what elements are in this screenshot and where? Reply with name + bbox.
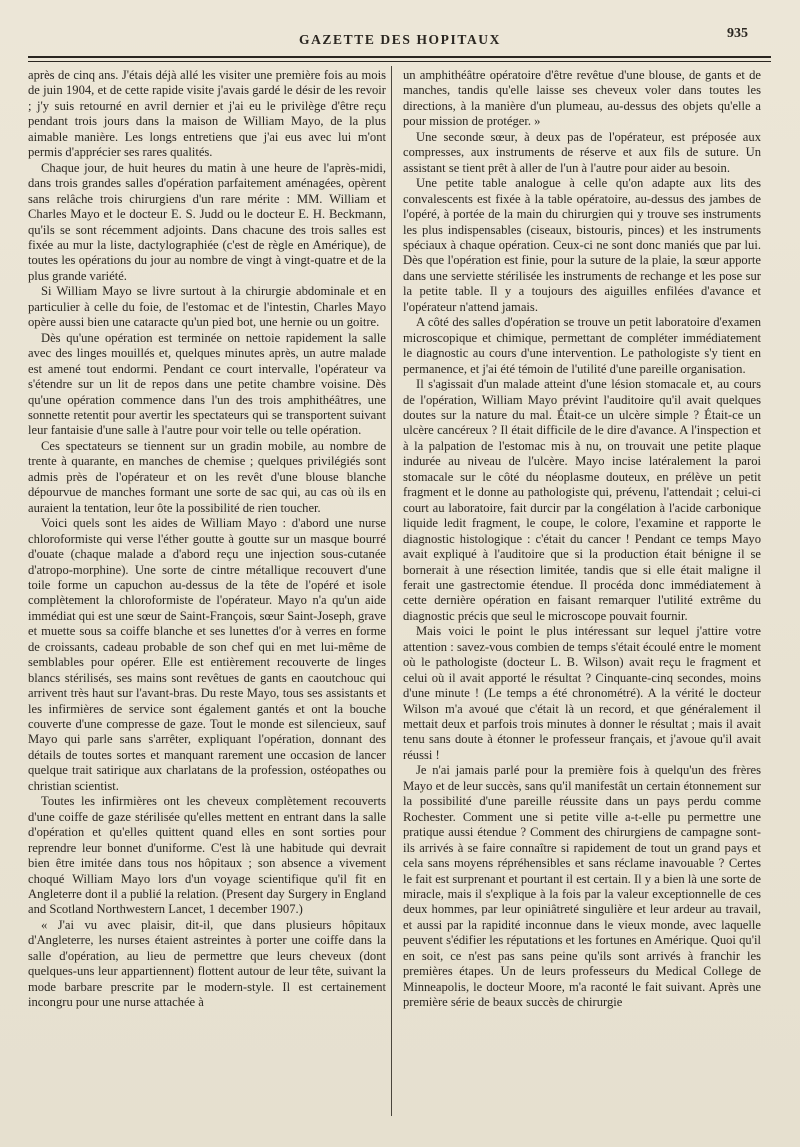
paragraph: Il s'agissait d'un malade atteint d'une lésion stomacale et, au cours de l'opération, William Mayo prévint l'auditoire qu'il avait quelques doutes sur la nature du mal. Était-ce un ulcère simple ? Était-ce un ulcère cancéreux ? Il était difficile de le dire d'avance. A l'inspection et à la palpation de l'estomac mis à nu, on trouvait une petite plaque indurée au niveau de l'ulcère. Mayo incise latéralement la paroi stomacale sur le côté du néoplasme douteux, en prélève un petit fragment et le donne au pathologiste qui, prévenu, l'attendait ; celui-ci court au laboratoire, fait durcir par la congélation à l'acide carbonique liquide ledit fragment, le coupe, le colore, l'examine et rapporte le diagnostic histologique : c'était du cancer ! Pendant ce temps Mayo avait expliqué à l'auditoire que si la production était bénigne il se bornerait à une résection limitée, tandis que si elle était maligne il ferait une gastrectomie étendue. Il procéda donc immédiatement à cette dernière opération en faisant remarquer l'utilité extrême du diagnostic précis que seul le microscope pouvait fournir. [403, 377, 761, 623]
page-number: 935 [727, 26, 748, 41]
paragraph: Si William Mayo se livre surtout à la chirurgie abdominale et en particulier à celle du foie, de l'estomac et de l'intestin, Charles Mayo opère aussi bien une cataracte qu'un pied bot, une hernie ou un goitre. [28, 284, 386, 330]
header-rule-thick [28, 56, 771, 58]
paragraph: A côté des salles d'opération se trouve un petit laboratoire d'examen microscopique et chimique, permettant de compléter immédiatement le diagnostic au cours d'une intervention. Le pathologiste s'y tient en permanence, et j'ai été témoin de l'utilité d'une pareille organisation. [403, 315, 761, 376]
paragraph: Je n'ai jamais parlé pour la première fois à quelqu'un des frères Mayo et de leur succès, sans qu'il manifestât un certain étonnement sur la possibilité d'une pareille réussite dans un pays perdu comme Rochester. Comment une si petite ville a-t-elle pu permettre une pratique aussi étendue ? Comment des chirurgiens de campagne sont-ils arrivés à se faire connaître si rapidement de tout un grand pays et cela sans moyens répréhensibles et sans réclame inavouable ? Certes le fait est surprenant et pourtant il est certain. Il y a bien là une sorte de miracle, mais il s'explique à la fois par la valeur exceptionnelle de ces deux hommes, par leur opiniâtreté singulière et leur ardeur au travail, et aussi par la rapidité inconnue dans le vieux monde, avec laquelle peuvent s'édifier les réputations et les fortunes en Amérique. Quoi qu'il en soit, ce n'est pas sans peine qu'ils sont arrivés à franchir les premières étapes. Un de leurs professeurs du Medical College de Minneapolis, le docteur Moore, m'a raconté le fait suivant. Après une première série de beaux succès de chirurgie [403, 763, 761, 1010]
paragraph: Mais voici le point le plus intéressant sur lequel j'attire votre attention : savez-vous combien de temps s'était écoulé entre le moment où le pathologiste (docteur L. B. Wilson) avait reçu le fragment et celui où il avait apporté le résultat ? Cinquante-cinq secondes, moins d'une minute ! (Le temps a été chronométré). A la vérité le docteur Wilson m'a avoué que c'était là un record, et que généralement il mettait deux et parfois trois minutes à donner le résultat ; mais il avait tenu sans doute à étonner le professeur français, et j'avoue qu'il avait réussi ! [403, 624, 761, 762]
running-head [0, 26, 800, 50]
paragraph: « J'ai vu avec plaisir, dit-il, que dans plusieurs hôpitaux d'Angleterre, les nurses étaient astreintes à porter une coiffe dans la salle d'opération, au lieu de permettre que leurs cheveux (dont quelques-uns leur appartiennent) flottent autour de leur tête, suivant la mode barbare prescrite par le modern-style. Il est certainement incongru pour une nurse attachée à [28, 917, 386, 1010]
paragraph: Chaque jour, de huit heures du matin à une heure de l'après-midi, dans trois grandes salles d'opération parfaitement aménagées, opèrent sans relâche trois chirurgiens d'un rare mérite : MM. William et Charles Mayo et le docteur E. S. Judd ou le docteur E. H. Beckmann, qu'ils se sont récemment adjoints. Dans chacune des trois salles est fixée au mur la liste, dactylographiée (c'est de règle en Amérique), de toutes les opérations du jour au nombre de vingt à vingt-quatre et de la plus grande variété. [28, 160, 386, 283]
left-column [28, 68, 386, 1011]
paragraph: Une seconde sœur, à deux pas de l'opérateur, est préposée aux compresses, aux instruments de réserve et aux fils de suture. Un assistant se tient prêt à aller de l'un à l'autre pour aider au besoin. [403, 129, 761, 175]
right-column [403, 68, 761, 1011]
paragraph: Voici quels sont les aides de William Mayo : d'abord une nurse chloroformiste qui verse l'éther goutte à goutte sur un masque bourré d'ouate (chaque malade a d'abord reçu une injection sous-cutanée d'atropo-morphine). Une sorte de cintre métallique recouvert d'une toile forme un capuchon au-dessus de la tête de l'opéré et isole complètement la chloroformiste de l'opérateur. Mayo n'a qu'un aide immédiat qui est une sœur de Saint-François, sœur Saint-Joseph, grave et muette sous sa coiffe blanche et ses lunettes d'or à verres en forme de croissants, cadeau probable de son chef qui en met lui-même de semblables pour opérer. Elle est entièrement recouverte de linges blancs stérilisés, ses mains sont revêtues de gants en caoutchouc qui arrivent très haut sur l'avant-bras. Du reste Mayo, tous ses assistants et les infirmières de service sont également gantés et ont la bouche couverte d'une compresse de gaze. Tout le monde est silencieux, sauf Mayo qui parle sans s'arrêter, expliquant l'opération, donnant des détails de toutes sortes et manquant rarement une occasion de lancer quelque trait satirique aux charlatans de la profession, ostéopathes ou christian scientist. [28, 516, 386, 793]
paragraph: Dès qu'une opération est terminée on nettoie rapidement la salle avec des linges mouillés et, quelques minutes après, un autre malade est amené tout endormi. Pendant ce court intervalle, l'opérateur va s'étendre sur un lit de repos dans une petite chambre voisine. Dès qu'une opération commence dans l'un des trois amphithéâtres, une sonnette retentit pour avertir les spectateurs qui se transportent suivant leur fantaisie d'une salle à l'autre pour voir telle ou telle opération. [28, 330, 386, 438]
paragraph: Toutes les infirmières ont les cheveux complètement recouverts d'une coiffe de gaze stérilisée qu'elles mettent en entrant dans la salle d'opération et qu'elles quittent quand elles en sont sorties pour reprendre leur bonnet d'uniforme. C'est là une habitude qui devrait bien être imitée dans tous nos hôpitaux ; son absence a vivement choqué William Mayo lors d'un voyage scientifique qu'il fit en Angleterre dont il a publié la relation. (Present day Surgery in England and Scotland Northwestern Lancet, 1 december 1907.) [28, 794, 386, 917]
column-divider [391, 66, 392, 1116]
paragraph: Ces spectateurs se tiennent sur un gradin mobile, au nombre de trente à quarante, en manches de chemise ; quelques privilégiés sont admis près de l'opérateur et on les revêt d'une blouse blanche dépourvue de manches formant une sorte de sac qui, au cas où ils en auraient la tentation, leur ôte la possibilité de rien toucher. [28, 438, 386, 515]
paragraph: après de cinq ans. J'étais déjà allé les visiter une première fois au mois de juin 1904, et de cette rapide visite j'avais gardé le désir de les revoir ; j'y suis retourné en avril dernier et j'ai eu le privilège d'être reçu pendant trois jours dans la maison de William Mayo, de la plus aimable manière. Les longs entretiens que j'ai eus avec lui m'ont permis d'apprécier ses rares qualités. [28, 68, 386, 160]
journal-title: GAZETTE DES HOPITAUX [298, 32, 502, 47]
paragraph: Une petite table analogue à celle qu'on adapte aux lits des convalescents est fixée à la table opératoire, au-dessus des jambes de l'opéré, à portée de la main du chirurgien qui y trouve ses instruments les plus indispensables (ciseaux, bistouris, pinces) et les instruments spéciaux à chaque opération. Ceux-ci ne sont donc maniés que par lui. Dès que l'opération est finie, pour la suture de la plaie, la sœur apporte dans une serviette stérilisée les instruments de rechange et les pose sur la petite table. Il y a toujours des aiguilles enfilées d'avance et l'opérateur n'attend jamais. [403, 176, 761, 314]
paragraph: un amphithéâtre opératoire d'être revêtue d'une blouse, de gants et de manches, tandis qu'elle laisse ses cheveux voler dans toutes les directions, à la manière d'un plumeau, au-dessus des objets qu'elle a pour mission de protéger. » [403, 68, 761, 129]
header-rule-thin [28, 61, 771, 62]
